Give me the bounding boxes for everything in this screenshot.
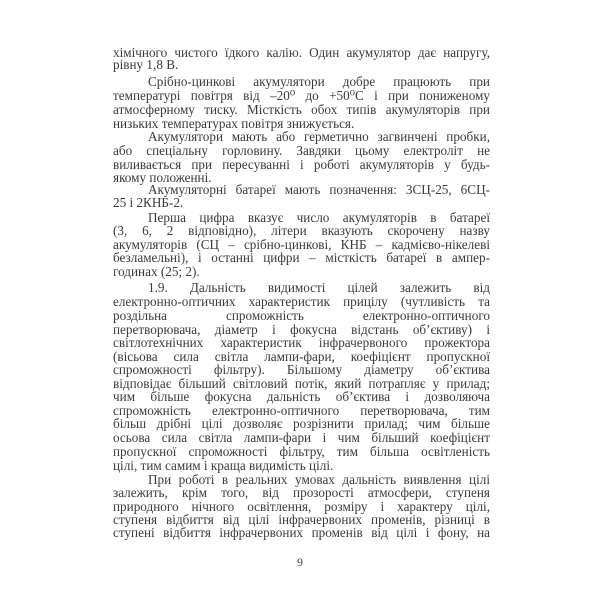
text-line: виливається при пересуванні і роботі акумуляторів у будь- bbox=[113, 157, 490, 172]
text-line: температурі повітря від –20⁰ до +50⁰С і при пониженому bbox=[113, 88, 490, 103]
text-line: 1.9. Дальність видимості цілей залежить від bbox=[148, 280, 490, 295]
text-line: рівну 1,8 В. bbox=[113, 57, 179, 72]
text-line: цілі, тим самим і краща видимість цілі. bbox=[113, 458, 334, 473]
text-line: або спеціальну горловину. Завдяки цьому електроліт не bbox=[113, 143, 490, 158]
text-line: атмосферному тиску. Місткість обох типів акумуляторів при bbox=[113, 102, 490, 117]
text-line: пропускної спроможності фільтру, тим більша освітленість bbox=[113, 444, 490, 459]
text-line: більш дрібні цілі дозволяє розрізнити прилад; чим більше bbox=[113, 416, 490, 431]
text-line: При роботі в реальних умовах дальність виявлення цілі bbox=[148, 472, 490, 487]
page-number: 9 bbox=[297, 555, 303, 569]
text-line: безламельні), і останні цифри – місткість батареї в ампер- bbox=[113, 250, 490, 265]
text-line: осьова сила світла лампи-фари і чим більший коефіцієнт bbox=[113, 430, 490, 445]
text-line: акумуляторів (СЦ – срібно-цинкові, КНБ – кадмієво-нікелеві bbox=[113, 237, 490, 252]
text-line: чим більше фокусна дальність об’єктива і дозволяюча bbox=[113, 389, 490, 404]
text-line: хімічного чистого їдкого калію. Один акумулятор дає напругу, bbox=[113, 45, 490, 60]
text-line: залежить, крім того, від прозорості атмосфери, ступеня bbox=[113, 485, 490, 500]
text-line: природного нічного освітлення, розміру і характеру цілі, bbox=[113, 499, 490, 514]
text-line: перетворювача, діаметр і фокусна відстань об’єктиву) і bbox=[113, 322, 490, 337]
text-line: (вісьова сила світла лампи-фари, коефіцієнт пропускної bbox=[113, 349, 490, 364]
text-line: годинах (25; 2). bbox=[113, 264, 200, 279]
text-line: ступеня відбиття від цілі інфрачервоних променів, різниці в bbox=[113, 512, 490, 527]
text-line: ступені відбиття інфрачервоних променів від цілі і фону, на bbox=[113, 525, 490, 540]
text-line: електронно-оптичних характеристик прицілу (чутливість та bbox=[113, 294, 490, 309]
text-line: якому положенні. bbox=[113, 170, 212, 185]
text-line: 25 і 2КНБ-2. bbox=[113, 195, 184, 210]
text-line: спроможності фільтру). Більшому діаметру об’єктива bbox=[113, 362, 490, 377]
text-line: Акумуляторні батареї мають позначення: 3СЦ-25, 6СЦ- bbox=[148, 182, 490, 197]
text-line: низьких температурах повітря знижується. bbox=[113, 116, 355, 131]
text-line: Акумулятори мають або герметично загвинчені пробки, bbox=[148, 129, 490, 144]
text-line: роздільна спроможність електронно-оптичного bbox=[113, 308, 490, 323]
text-line: Срібно-цинкові акумулятори добре працюють при bbox=[148, 74, 490, 89]
text-line: спроможність електронно-оптичного перетворювача, тим bbox=[113, 403, 490, 418]
text-line: відповідає більший світловий потік, який потрапляє у прилад; bbox=[113, 376, 490, 391]
text-line: світлотехнічних характеристик інфрачервоного прожектора bbox=[113, 335, 490, 350]
text-line: Перша цифра вказує число акумуляторів в батареї bbox=[148, 210, 490, 225]
text-line: (3, 6, 2 відповідно), літери вказують скорочену назву bbox=[113, 223, 490, 238]
